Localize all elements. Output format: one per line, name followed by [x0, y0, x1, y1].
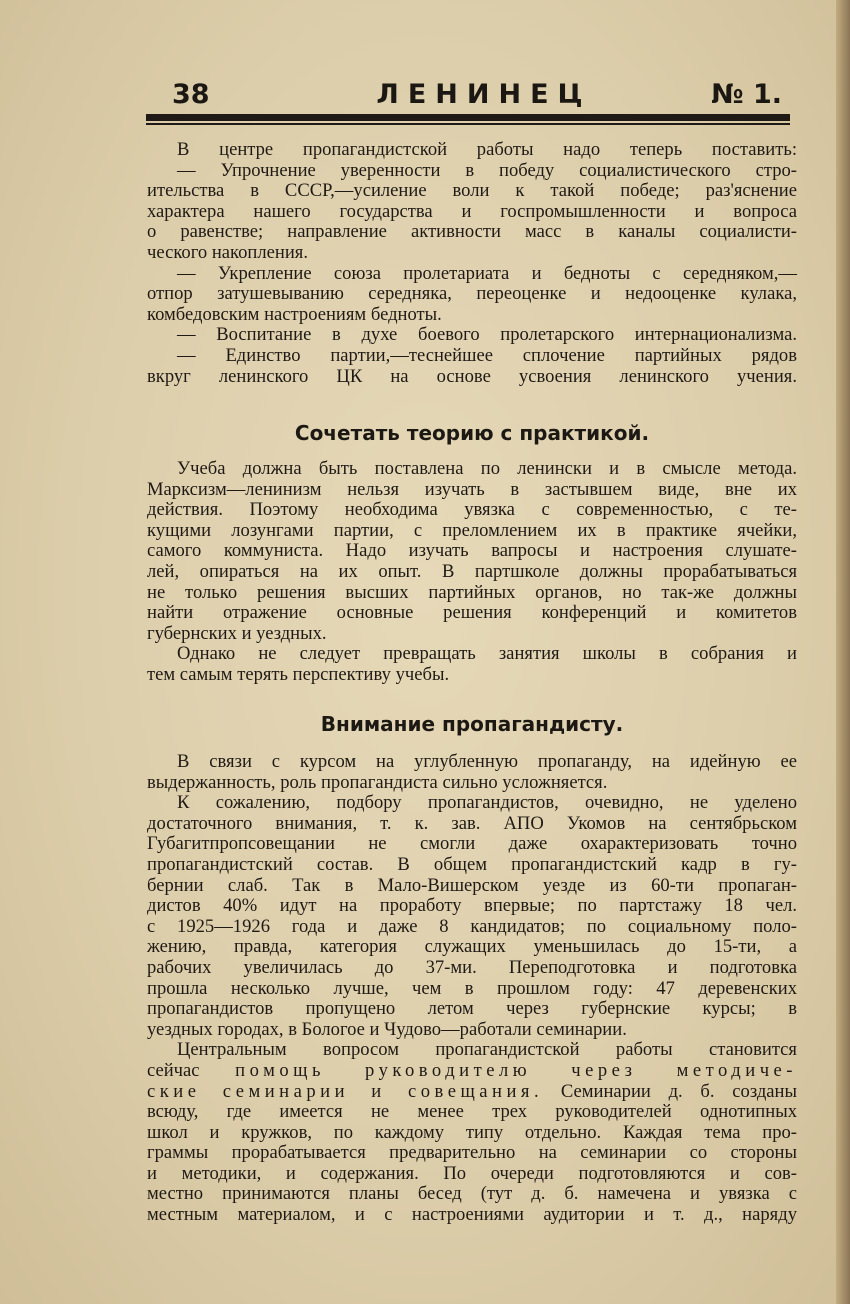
issue-number: № 1. [711, 79, 782, 110]
text-line: характера нашего государства и госпромышленности и вопроса [147, 200, 797, 222]
text-line-emphasis: ские семинарии и совещания. Семинарии д. б. созданы [147, 1080, 797, 1102]
text-line: местно принимаются планы бесед (тут д. б. намечена и увязка с [147, 1183, 797, 1205]
text-line: рабочих увеличилась до 37-ми. Переподготовка и подготовка [147, 956, 797, 978]
spaced-emphasis: ские семинарии и совещания. [147, 1080, 544, 1102]
text-line: Учеба должна быть поставлена по ленински и в смысле метода. [177, 458, 797, 479]
text-line: достаточного внимания, т. к. зав. АПО Укомов на сентябрьском [147, 812, 797, 834]
text-line: губернских и уездных. [147, 622, 327, 644]
page-binding-edge [836, 0, 850, 1304]
text-line: жению, правда, категория служащих уменьшилась до 15-ти, а [147, 936, 797, 958]
text-line: бернии слаб. Так в Мало-Вишерском уезде из 60-ти пропаган- [147, 874, 797, 896]
section-heading: Внимание пропагандисту. [320, 712, 624, 736]
text-line: — Единство партии,—теснейшее сплочение партийных рядов [177, 344, 797, 366]
text-line: В связи с курсом на углубленную пропаганду, на идейную ее [177, 751, 797, 772]
text-line: Центральным вопросом пропагандистской работы становится [177, 1039, 797, 1061]
text-line: найти отражение основные решения конференций и комитетов [147, 602, 797, 624]
section-heading: Сочетать теорию с практикой. [294, 421, 650, 445]
text-line: дистов 40% идут на проработу впервые; по партстажу 18 чел. [147, 895, 797, 917]
header-rule-thick [146, 114, 790, 121]
text-line: пропагандистский состав. В общем пропагандистский кадр в гу- [147, 853, 797, 875]
text-line: комбедовским настроениям бедноты. [147, 303, 442, 325]
text-line: граммы прорабатывается предварительно на семинарии со стороны [147, 1142, 797, 1164]
text-line: самого коммуниста. Надо изучать вапросы и настроения слушате- [147, 540, 797, 562]
text-line: ческого накопления. [147, 241, 308, 263]
text-line: всюду, где имеется не менее трех руководителей однотипных [147, 1101, 797, 1123]
text-line: о равенстве; направление активности масс в каналы социалисти- [147, 221, 797, 243]
text-line: уездных городах, в Бологое и Чудово—работали семинарии. [147, 1018, 627, 1040]
page-number: 38 [172, 79, 210, 110]
text-line: ительства в СССР,—усиление воли к такой победе; раз'яснение [147, 180, 797, 202]
text-line: — Воспитание в духе боевого пролетарского интернационализма. [177, 324, 797, 346]
text-line: местным материалом, и с настроениями аудитории и т. д., наряду [147, 1204, 797, 1226]
section-theory-practice [147, 459, 797, 686]
section-attention-propagandist [147, 752, 797, 1226]
journal-title: ЛЕНИНЕЦ [376, 79, 592, 110]
text-line: лей, опираться на их опыт. В партшколе должны прорабатываться [147, 560, 797, 582]
spaced-emphasis: помощь руководителю через методиче- [235, 1059, 797, 1081]
text-line: кущими лозунгами партии, с преломлением их в практике ячейки, [147, 519, 797, 541]
text-line: — Упрочнение уверенности в победу социалистического стро- [177, 159, 797, 181]
text-line: Губагитпропсовещании не смогли даже охарактеризовать точно [147, 833, 797, 855]
text-line: тем самым терять перспективу учебы. [147, 663, 450, 685]
text-line: Марксизм—ленинизм нельзя изучать в застывшем виде, вне их [147, 478, 797, 500]
text-line: действия. Поэтому необходима увязка с современностью, с те- [147, 499, 797, 521]
section-propaganda-tasks [147, 140, 797, 387]
text-line: — Укрепление союза пролетариата и бедноты с середняком,— [177, 262, 797, 284]
text-line: пропагандистов пропущено летом через губернские курсы; в [147, 998, 797, 1020]
text-line: Однако не следует превращать занятия школы в собрания и [177, 643, 797, 665]
text-line: с 1925—1926 года и даже 8 кандидатов; по социальному поло- [147, 915, 797, 937]
text-line: и методики, и содержания. По очереди подготовляются и сов- [147, 1162, 797, 1184]
text-line-emphasis: сейчас помощь руководителю через методиче- [147, 1059, 797, 1081]
page-header [172, 78, 790, 114]
text-line: вкруг ленинского ЦК на основе усвоения ленинского учения. [147, 365, 797, 387]
text-line: выдержанность, роль пропагандиста сильно усложняется. [147, 771, 608, 793]
text-line: школ и кружков, по каждому типу отдельно. Каждая тема про- [147, 1121, 797, 1143]
text-line: К сожалению, подбору пропагандистов, очевидно, не уделено [177, 792, 797, 814]
text-line: не только решения высших партийных органов, но так-же должны [147, 581, 797, 603]
header-rule-thin [146, 123, 790, 125]
text-line: прошла несколько лучше, чем в прошлом году: 47 деревенских [147, 977, 797, 999]
text-line: В центре пропагандистской работы надо теперь поставить: [177, 139, 797, 160]
text-line: отпор затушевыванию середняка, переоценке и недооценке кулака, [147, 283, 797, 305]
